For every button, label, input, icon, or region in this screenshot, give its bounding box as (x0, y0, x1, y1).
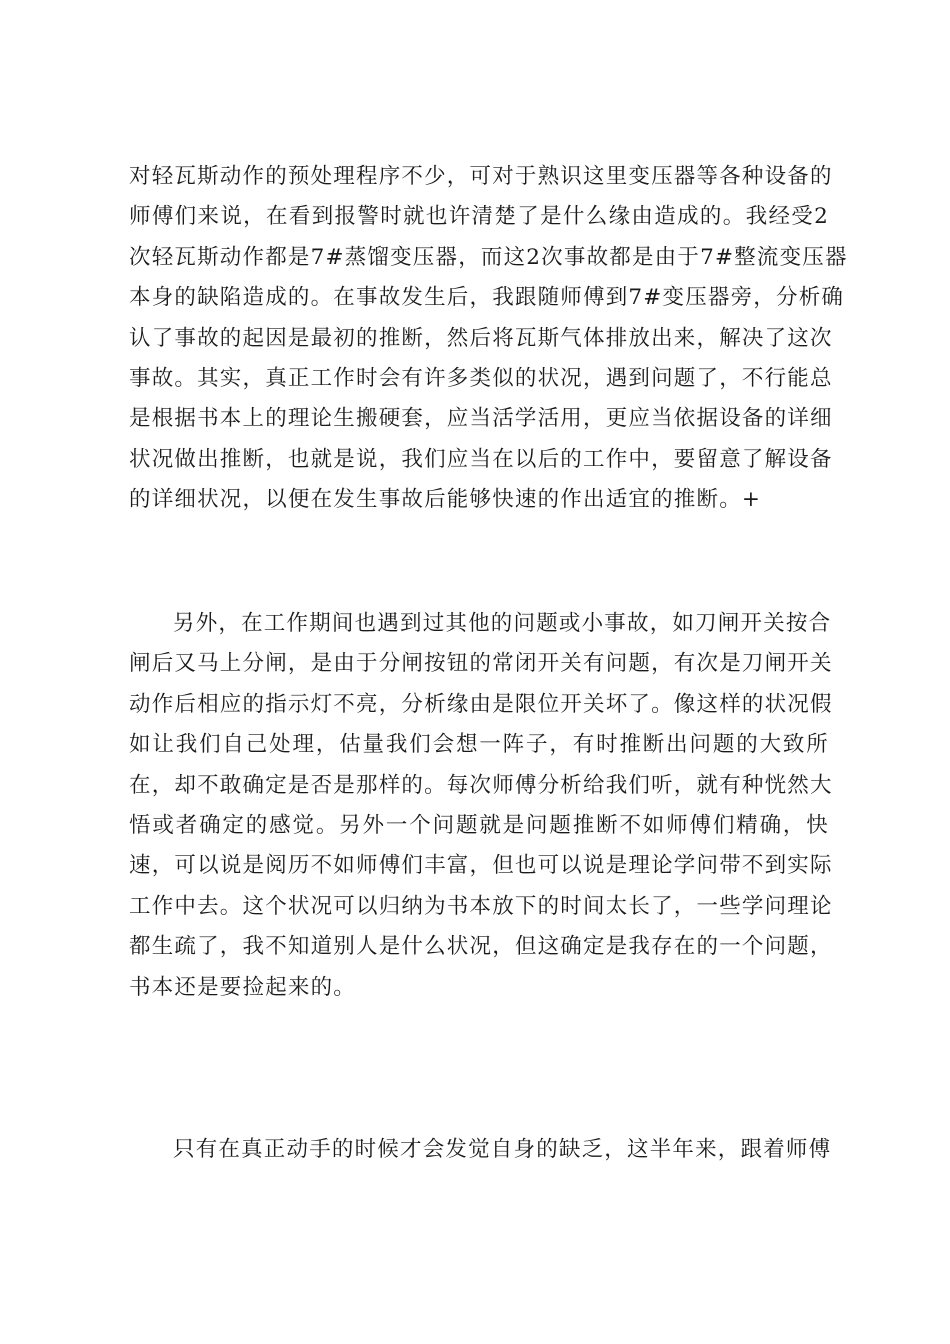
paragraph-self-reflection (129, 1130, 832, 1170)
text-line: 状况做出推断，也就是说，我们应当在以后的工作中，要留意了解设备 (129, 446, 833, 472)
text-line: 师傅们来说，在看到报警时就也许清楚了是什么缘由造成的。我经受2 (129, 204, 829, 230)
text-line: 是根据书本上的理论生搬硬套，应当活学活用，更应当依据设备的详细 (129, 406, 833, 432)
text-line: 工作中去。这个状况可以归纳为书本放下的时间太长了，一些学问理论 (129, 893, 833, 919)
text-line: 只有在真正动手的时候才会发觉自身的缺乏，这半年来，跟着师傅 (173, 1137, 832, 1162)
text-line: 如让我们自己处理，估量我们会想一阵子，有时推断出问题的大致所 (129, 732, 829, 758)
text-line: 另外，在工作期间也遇到过其他的问题或小事故，如刀闸开关按合 (173, 611, 832, 636)
text-line: 的详细状况，以便在发生事故后能够快速的作出适宜的推断。+ (129, 487, 762, 513)
text-line: 悟或者确定的感觉。另外一个问题就是问题推断不如师傅们精确，快 (129, 812, 829, 838)
text-line: 速，可以说是阅历不如师傅们丰富，但也可以说是理论学问带不到实际 (129, 853, 833, 879)
paragraph-light-gas-accident (129, 157, 848, 521)
paragraph-other-problems (129, 604, 833, 1008)
text-line: 在，却不敢确定是否是那样的。每次师傅分析给我们听，就有种恍然大 (129, 772, 833, 798)
text-line: 动作后相应的指示灯不亮，分析缘由是限位开关坏了。像这样的状况假 (129, 691, 833, 717)
text-line: 书本还是要捡起来的。 (129, 974, 357, 1000)
text-line: 都生疏了，我不知道别人是什么状况，但这确定是我存在的一个问题， (129, 934, 833, 960)
text-line: 本身的缺陷造成的。在事故发生后，我跟随师傅到7#变压器旁，分析确 (129, 285, 845, 311)
text-line: 认了事故的起因是最初的推断，然后将瓦斯气体排放出来，解决了这次 (129, 325, 833, 351)
text-line: 事故。其实，真正工作时会有许多类似的状况，遇到问题了，不行能总 (129, 365, 833, 391)
text-line: 闸后又马上分闸，是由于分闸按钮的常闭开关有问题，有次是刀闸开关 (129, 651, 833, 677)
text-line: 对轻瓦斯动作的预处理程序不少，可对于熟识这里变压器等各种设备的 (129, 164, 833, 189)
text-line: 次轻瓦斯动作都是7#蒸馏变压器，而这2次事故都是由于7#整流变压器 (129, 244, 848, 270)
